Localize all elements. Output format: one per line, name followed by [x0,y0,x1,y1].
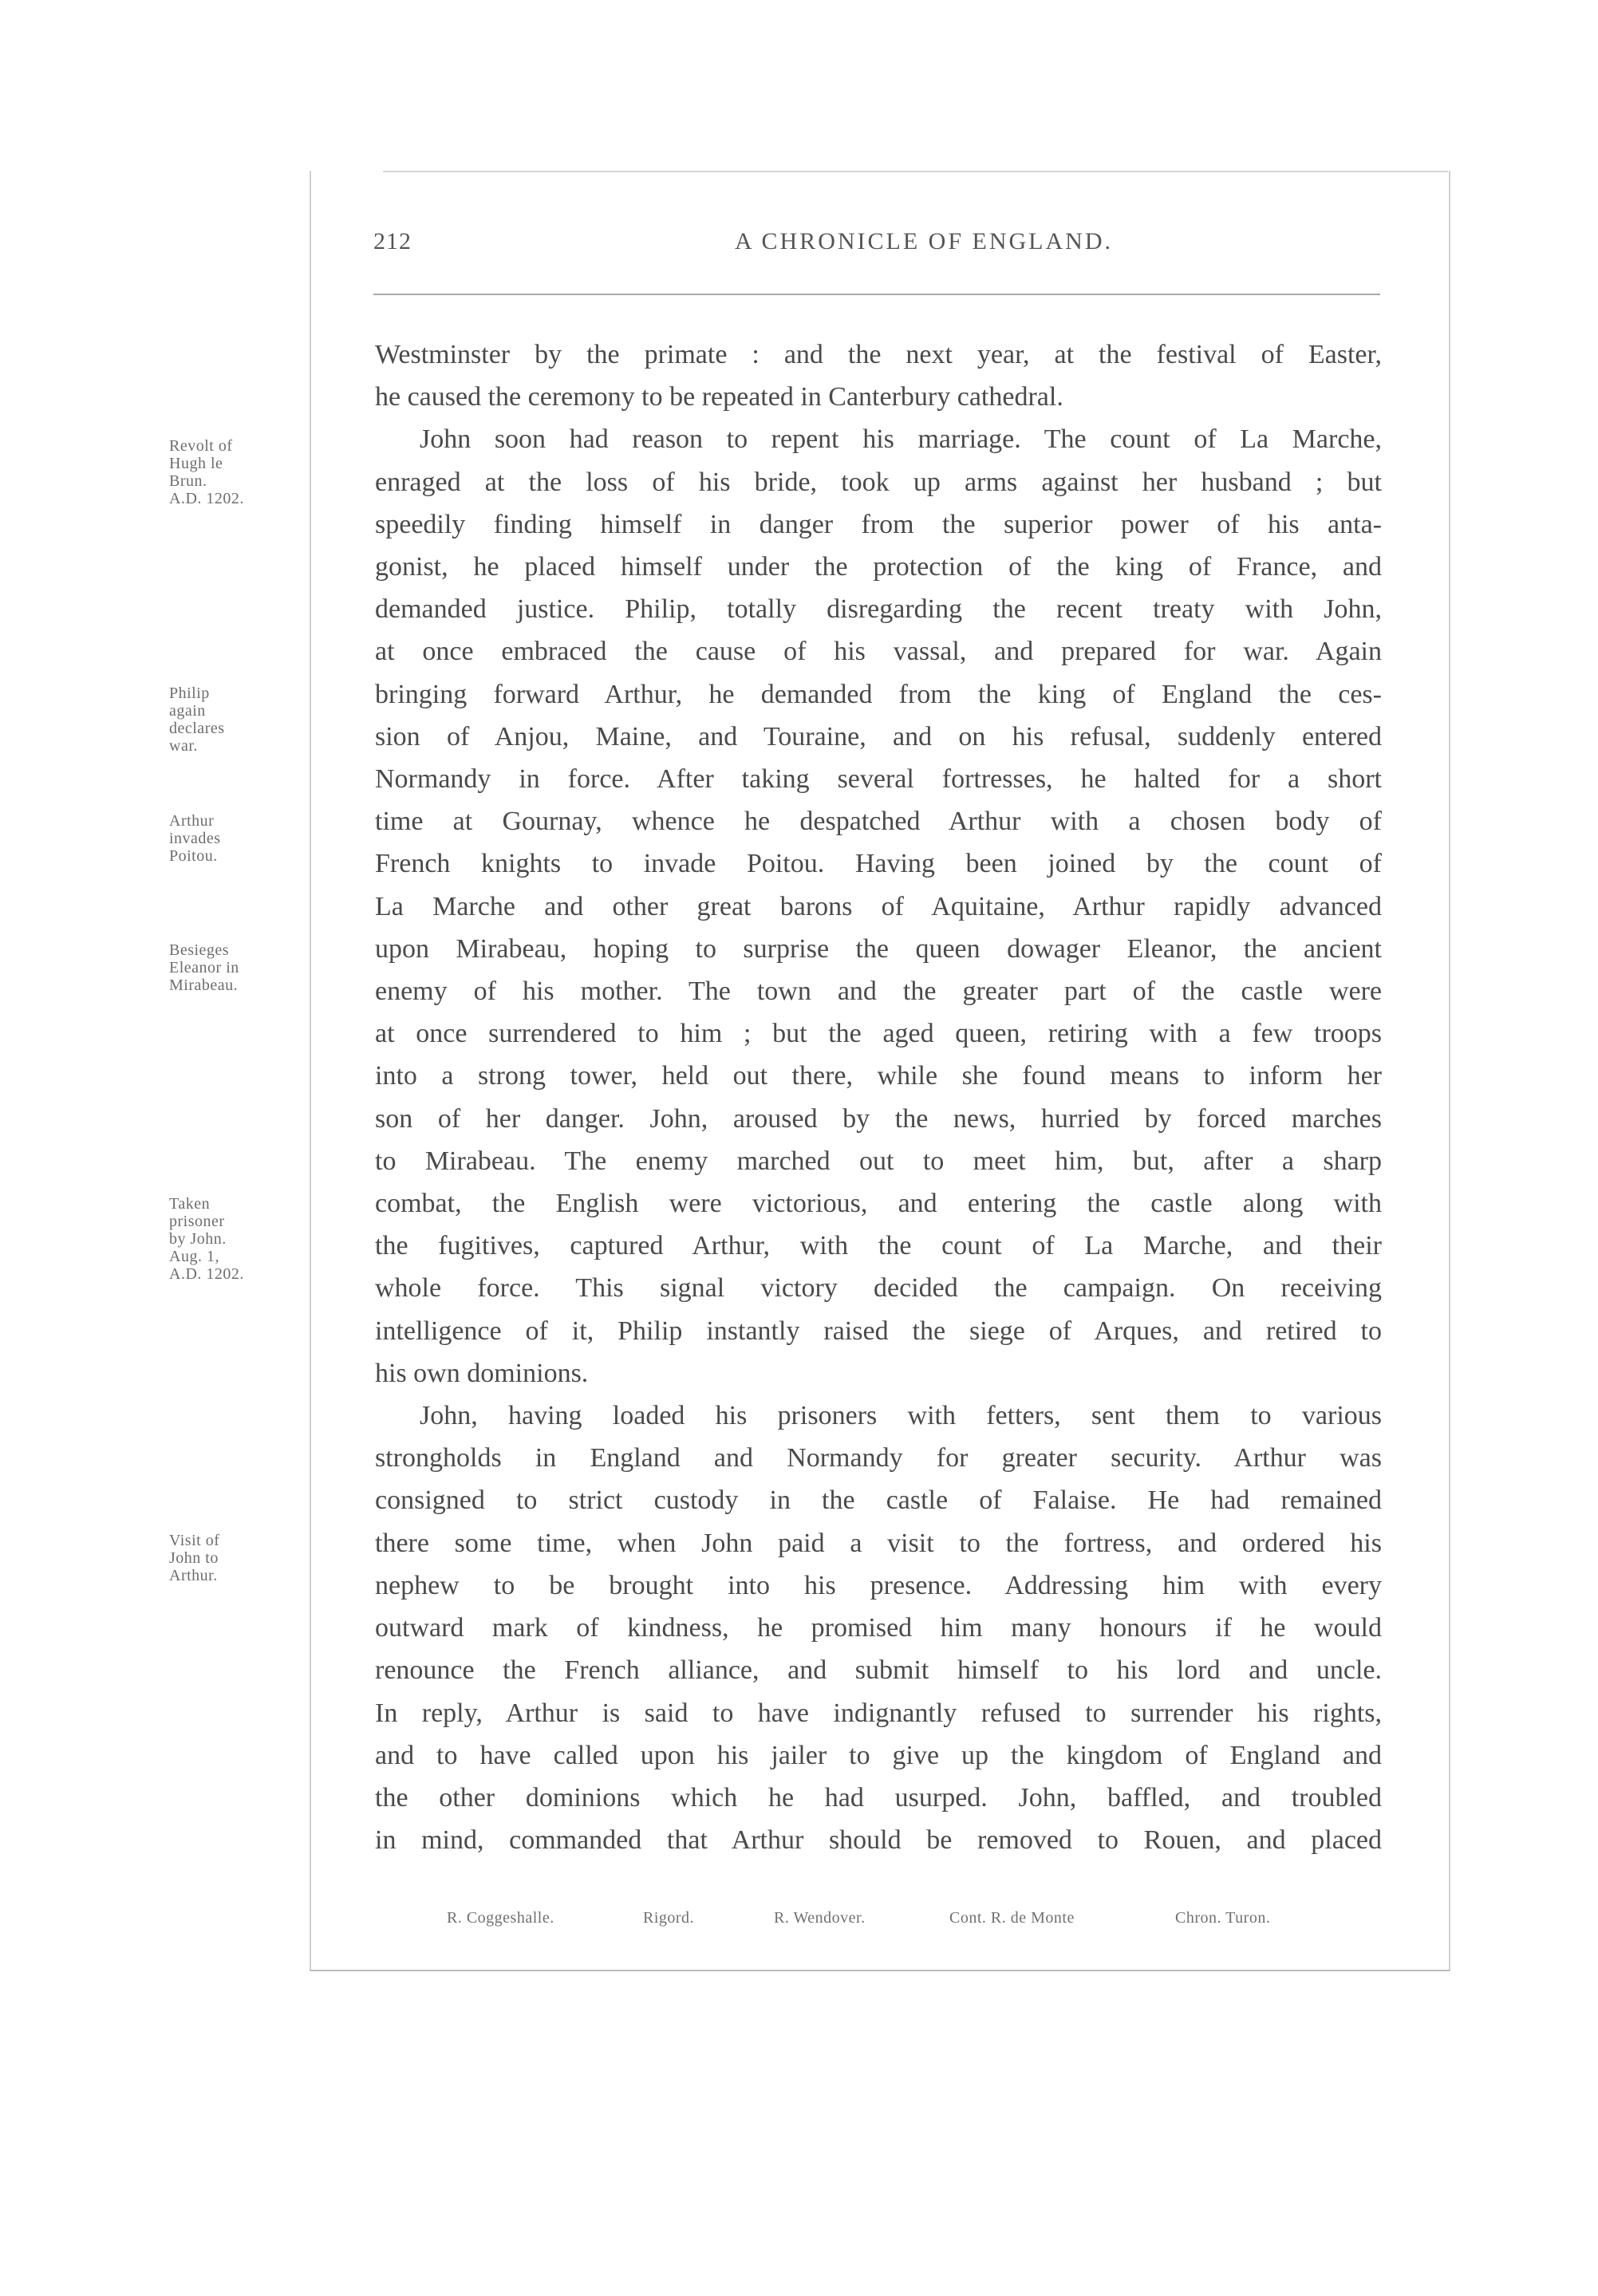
text-line: John soon had reason to repent his marriage. The count of La Marche, [420,424,1382,455]
text-line: demanded justice. Philip, totally disregarding the recent treaty with John, [375,594,1382,625]
margin-note-line: by John. [169,1230,227,1248]
text-line: bringing forward Arthur, he demanded from the king of England the ces- [375,679,1382,709]
margin-note-besieges [169,941,297,994]
text-line: combat, the English were victorious, and entering the castle along with [375,1189,1382,1219]
text-line: upon Mirabeau, hoping to surprise the queen dowager Eleanor, the ancient [375,933,1382,964]
text-line: Westminster by the primate : and the next year, at the festival of Easter, [375,340,1382,369]
text-line: consigned to strict custody in the castle of Falaise. He had remained [375,1485,1382,1516]
footnote-ref: R. Coggeshalle. [447,1909,554,1927]
margin-note-line: war. [169,737,198,755]
text-line: La Marche and other great barons of Aquitaine, Arthur rapidly advanced [375,891,1382,921]
text-line: there some time, when John paid a visit to the fortress, and ordered his [375,1528,1382,1558]
text-line: nephew to be brought into his presence. Addressing him with every [375,1570,1382,1600]
margin-note-visit [169,1532,297,1584]
text-line: and to have called upon his jailer to give up the kingdom of England and [375,1740,1382,1770]
text-line: his own dominions. [375,1358,589,1388]
margin-note-line: declares [169,720,225,737]
page-number: 212 [373,228,412,254]
text-line: renounce the French alliance, and submit himself to his lord and uncle. [375,1655,1382,1686]
margin-note-line: Poitou. [169,847,218,865]
text-line: son of her danger. John, aroused by the news, hurried by forced marches [375,1103,1382,1134]
page-header [373,228,1380,268]
margin-note-line: Philip [169,684,210,702]
footnote-ref: Rigord. [643,1909,695,1927]
text-line: sion of Anjou, Maine, and Touraine, and on his refusal, suddenly entered [375,721,1382,752]
text-line: intelligence of it, Philip instantly raised the siege of Arques, and retired to [375,1316,1382,1346]
paragraph [375,418,1382,1395]
footnote-references [447,1909,1324,1933]
text-line: strongholds in England and Normandy for greater security. Arthur was [375,1443,1382,1473]
body-text [375,333,1382,1861]
text-line: John, having loaded his prisoners with fetters, sent them to various [420,1401,1382,1431]
text-line: into a strong tower, held out there, while she found means to inform her [375,1061,1382,1091]
margin-note-line: Arthur [169,812,215,830]
footnote-ref: R. Wendover. [774,1909,866,1927]
margin-note-line: Aug. 1, [169,1248,219,1265]
margin-note-line: Eleanor in [169,959,239,976]
margin-note-line: A.D. 1202. [169,1265,244,1283]
text-line: whole force. This signal victory decided the campaign. On receiving [375,1273,1382,1304]
margin-note-line: Mirabeau. [169,976,239,994]
footnote-ref: Chron. Turon. [1175,1909,1271,1927]
running-title: A CHRONICLE OF ENGLAND. [735,228,1113,254]
margin-note-line: Besieges [169,941,230,959]
text-line: the other dominions which he had usurped. John, baffled, and troubled [375,1782,1382,1813]
margin-note-revolt [169,437,297,507]
margin-note-line: John to [169,1549,219,1567]
text-line: he caused the ceremony to be repeated in Canterbury cathedral. [375,382,1063,412]
text-line: In reply, Arthur is said to have indignantly refused to surrender his rights, [375,1698,1382,1728]
margin-note-line: Arthur. [169,1567,218,1584]
margin-note-line: A.D. 1202. [169,490,244,507]
text-line: outward mark of kindness, he promised him many honours if he would [375,1613,1382,1643]
text-line: Normandy in force. After taking several fortresses, he halted for a short [375,764,1382,795]
margin-note-line: Revolt of [169,437,233,455]
margin-note-line: Taken [169,1195,211,1213]
margin-note-taken-prisoner [169,1195,297,1283]
margin-note-philip-war [169,684,297,755]
text-line: speedily finding himself in danger from the superior power of his anta- [375,509,1382,539]
paragraph [375,333,1382,418]
margin-note-line: Visit of [169,1532,220,1549]
margin-note-line: Hugh le [169,455,223,472]
paragraph [375,1395,1382,1861]
text-line: to Mirabeau. The enemy marched out to meet him, but, after a sharp [375,1146,1382,1176]
text-line: the fugitives, captured Arthur, with the count of La Marche, and their [375,1231,1382,1261]
frame-top-rule [383,171,1448,172]
margin-note-line: prisoner [169,1213,225,1230]
text-line: at once surrendered to him ; but the aged queen, retiring with a few troops [375,1019,1382,1049]
margin-note-line: invades [169,830,221,847]
text-line: enemy of his mother. The town and the greater part of the castle were [375,976,1382,1007]
text-line: gonist, he placed himself under the protection of the king of France, and [375,552,1382,582]
footnote-ref: Cont. R. de Monte [949,1909,1075,1927]
margin-note-line: Brun. [169,472,207,490]
text-line: French knights to invade Poitou. Having been joined by the count of [375,849,1382,879]
text-line: in mind, commanded that Arthur should be removed to Rouen, and placed [375,1825,1382,1856]
header-rule [373,294,1380,295]
margin-note-arthur-invades [169,812,297,865]
text-line: enraged at the loss of his bride, took up arms against her husband ; but [375,467,1382,497]
text-line: at once embraced the cause of his vassal, and prepared for war. Again [375,637,1382,667]
text-line: time at Gournay, whence he despatched Arthur with a chosen body of [375,807,1382,837]
margin-note-line: again [169,702,206,720]
